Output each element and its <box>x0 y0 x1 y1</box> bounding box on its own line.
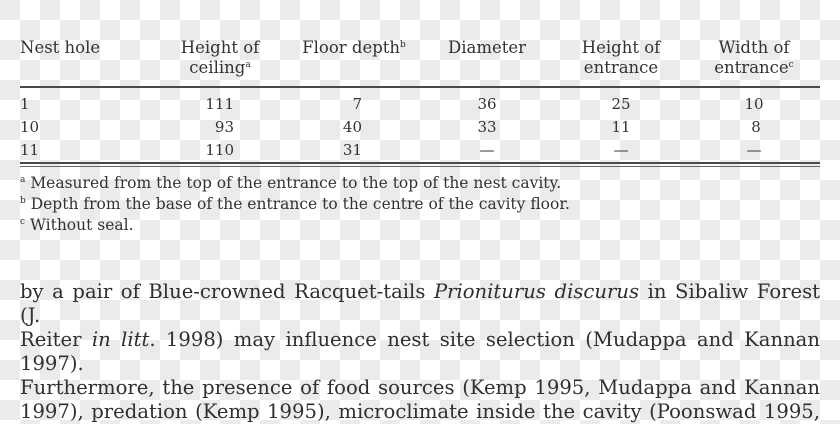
header-label: Nest hole <box>20 38 101 57</box>
text-run: 1997), predation (Kemp 1995), microclimate inside the cavity (Poonswad 1995, <box>20 400 820 423</box>
cell-width-entrance: 8 <box>751 118 761 136</box>
header-label-line1: Width of <box>718 38 790 57</box>
header-nest-hole <box>20 38 100 58</box>
text-run: Reiter <box>20 328 92 351</box>
cell-diameter: 33 <box>477 118 497 136</box>
cell-height-entrance: 25 <box>611 95 631 113</box>
paragraph-line <box>20 280 820 328</box>
footnote-b <box>20 194 570 214</box>
text-run: by a pair of Blue-crowned Racquet-tails <box>20 280 434 303</box>
footnote-text: Without seal. <box>29 216 134 234</box>
header-label-line2: ceiling <box>189 58 246 77</box>
text-run: Furthermore, the presence of food sources (Kemp 1995, Mudappa and Kannan <box>20 376 820 399</box>
header-label-line1: Diameter <box>447 38 527 57</box>
footnote-marker: c <box>20 217 26 227</box>
citation-italic: in litt <box>91 328 150 351</box>
header-height-of-ceiling <box>181 38 260 78</box>
paragraph-line <box>20 328 820 376</box>
text-run: . 1998) may influence nest site selection (Mudappa and Kannan 1997). <box>20 328 820 375</box>
bottom-rule-lower <box>20 166 820 167</box>
cell-nest-hole: 10 <box>20 118 40 136</box>
cell-diameter: — <box>479 141 495 159</box>
footnote-text: Measured from the top of the entrance to the top of the nest cavity. <box>30 174 562 192</box>
header-label-line2: entrance <box>714 58 789 77</box>
cell-diameter: 36 <box>477 95 497 113</box>
header-label-line1: Height of <box>180 38 260 57</box>
footnote-marker: a <box>20 175 26 185</box>
footnote-marker: b <box>400 40 406 50</box>
header-label-line2: entrance <box>583 58 659 77</box>
footnote-marker: c <box>788 60 794 70</box>
header-rule <box>20 86 820 88</box>
cell-height-entrance: — <box>613 141 629 159</box>
header-width-of-entrance <box>714 38 793 78</box>
cell-height-entrance: 11 <box>611 118 631 136</box>
cell-nest-hole: 11 <box>20 141 40 159</box>
cell-width-entrance: 10 <box>744 95 764 113</box>
cell-height-ceiling: 110 <box>205 141 234 159</box>
footnote-a <box>20 173 561 193</box>
paragraph-line <box>20 376 820 400</box>
bottom-rule-upper <box>20 162 820 164</box>
header-floor-depth <box>302 38 406 58</box>
text-run: in Sibaliw Forest (J. <box>20 280 821 327</box>
header-label-line1: Floor depth <box>302 38 401 57</box>
header-height-of-entrance <box>582 38 661 78</box>
footnote-marker: b <box>20 196 26 206</box>
cell-nest-hole: 1 <box>20 95 30 113</box>
header-label-line1: Height of <box>581 38 661 57</box>
cell-height-ceiling: 93 <box>214 118 234 136</box>
footnote-text: Depth from the base of the entrance to the centre of the cavity floor. <box>30 195 570 213</box>
cell-height-ceiling: 111 <box>205 95 234 113</box>
footnote-c <box>20 215 134 235</box>
footnote-marker: a <box>245 60 251 70</box>
cell-width-entrance: — <box>746 141 762 159</box>
cell-floor-depth: 40 <box>342 118 362 136</box>
species-name: Prioniturus discurus <box>433 280 640 303</box>
header-diameter <box>448 38 526 58</box>
cell-floor-depth: 31 <box>342 141 362 159</box>
body-paragraph <box>20 280 820 424</box>
paragraph-line <box>20 400 820 424</box>
cell-floor-depth: 7 <box>352 95 362 113</box>
